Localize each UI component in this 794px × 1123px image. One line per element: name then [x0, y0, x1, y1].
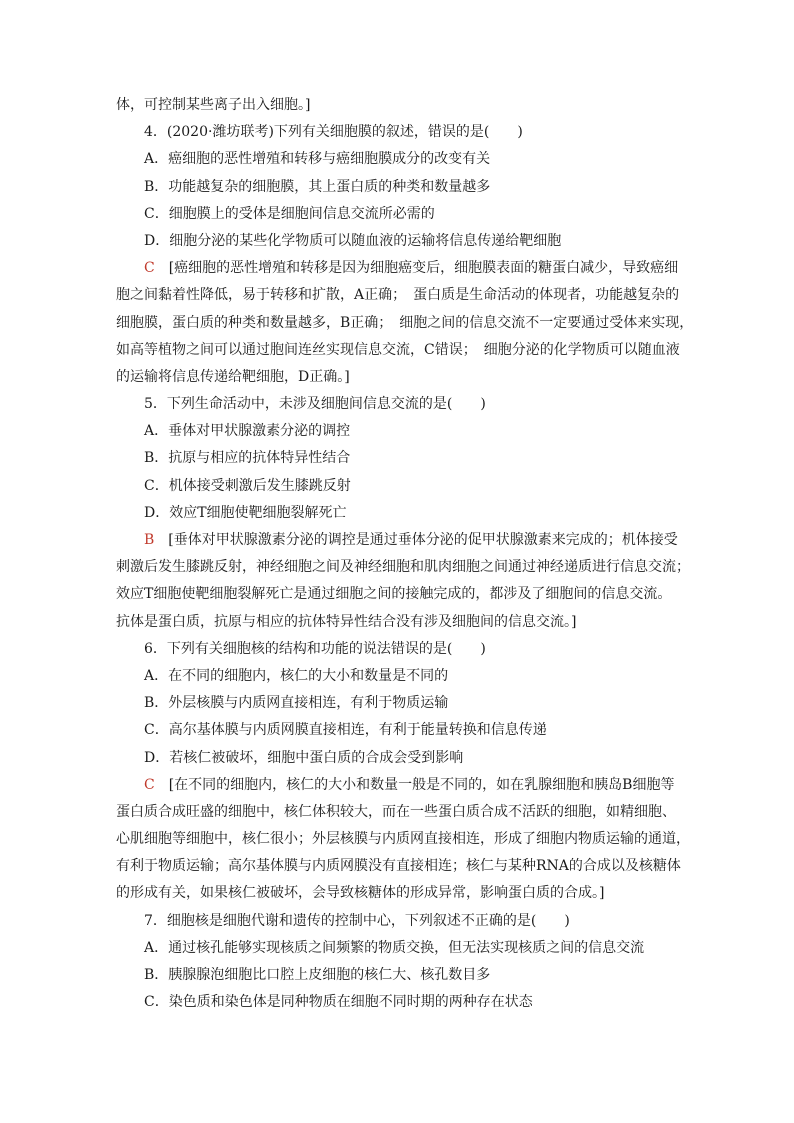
- q4-option-d: D．细胞分泌的某些化学物质可以随血液的运输将信息传递给靶细胞: [144, 232, 562, 249]
- q4-explanation-line: 的运输将信息传递给靶细胞，D正确。]: [116, 368, 350, 385]
- q6-explanation-line: 蛋白质合成旺盛的细胞中，核仁体积较大，而在一些蛋白质合成不活跃的细胞，如精细胞、: [116, 803, 676, 820]
- q6-explanation-line: 心肌细胞等细胞中，核仁很小；外层核膜与内质网直接相连，形成了细胞内物质运输的通道，: [116, 831, 690, 848]
- q5-answer: B: [144, 532, 155, 548]
- q4-explanation-line: 如高等植物之间可以通过胞间连丝实现信息交流，C错误； 细胞分泌的化学物质可以随血液: [116, 341, 680, 358]
- q7-option-b: B．胰腺腺泡细胞比口腔上皮细胞的核仁大、核孔数目多: [144, 967, 491, 983]
- q4-answer: C: [144, 260, 155, 277]
- q5-explanation-text: [垂体对甲状腺激素分泌的调控是通过垂体分泌的促甲状腺激素来完成的；机体接受: [168, 532, 678, 548]
- q5-explanation-line: 抗体是蛋白质，抗原与相应的抗体特异性结合没有涉及细胞间的信息交流。]: [116, 613, 577, 630]
- q5-option-d: D．效应T细胞使靶细胞裂解死亡: [144, 504, 347, 521]
- q5-stem: 5．下列生命活动中，未涉及细胞间信息交流的是( ): [144, 396, 486, 413]
- q5-option-b: B．抗原与相应的抗体特异性结合: [144, 450, 351, 467]
- document-content: [116, 92, 694, 1016]
- q7-stem: 7．细胞核是细胞代谢和遗传的控制中心，下列叙述不正确的是( ): [144, 912, 570, 929]
- q6-explanation-text: [在不同的细胞内，核仁的大小和数量一般是不同的，如在乳腺细胞和胰岛B细胞等: [168, 776, 675, 793]
- q5-explanation-line: 刺激后发生膝跳反射，神经细胞之间及神经细胞和肌肉细胞之间通过神经递质进行信息交流；: [116, 559, 690, 576]
- q6-stem: 6．下列有关细胞核的结构和功能的说法错误的是( ): [144, 640, 486, 657]
- q7-option-c: C．染色质和染色体是同种物质在细胞不同时期的两种存在状态: [144, 994, 533, 1011]
- q6-explanation-line: 的形成有关，如果核仁被破坏，会导致核糖体的形成异常，影响蛋白质的合成。]: [116, 885, 605, 902]
- q7-option-a: A．通过核孔能够实现核质之间频繁的物质交换，但无法实现核质之间的信息交流: [144, 939, 645, 956]
- q5-option-a: A．垂体对甲状腺激素分泌的调控: [144, 423, 351, 440]
- q6-option-d: D．若核仁被破坏，细胞中蛋白质的合成会受到影响: [144, 749, 464, 766]
- q4-explanation-text: [癌细胞的恶性增殖和转移是因为细胞癌变后，细胞膜表面的糖蛋白减少，导致癌细: [168, 260, 679, 277]
- q6-option-c: C．高尔基体膜与内质网膜直接相连，有利于能量转换和信息传递: [144, 722, 547, 739]
- q4-option-b: B．功能越复杂的细胞膜，其上蛋白质的种类和数量越多: [144, 178, 491, 195]
- q4-option-a: A．癌细胞的恶性增殖和转移与癌细胞膜成分的改变有关: [144, 151, 491, 168]
- q6-explanation-line: 有利于物质运输；高尔基体膜与内质网膜没有直接相连；核仁与某种RNA的合成以及核糖体: [116, 858, 681, 875]
- q4-explanation-line: [116, 255, 688, 282]
- q6-answer: C: [144, 776, 155, 793]
- q5-explanation-line: 效应T细胞使靶细胞裂解死亡是通过细胞之间的接触完成的，都涉及了细胞间的信息交流。: [116, 586, 672, 603]
- q4-option-c: C．细胞膜上的受体是细胞间信息交流所必需的: [144, 205, 435, 222]
- q6-explanation-line: [116, 772, 688, 799]
- q5-explanation-line: [116, 527, 688, 554]
- q3-explanation-tail: 体，可控制某些离子出入细胞。]: [116, 97, 311, 113]
- q4-explanation-line: 胞之间黏着性降低，易于转移和扩散，A正确； 蛋白质是生命活动的体现者，功能越复杂的: [116, 287, 680, 304]
- q4-stem: 4．(2020·潍坊联考)下列有关细胞膜的叙述，错误的是( ): [144, 124, 523, 141]
- q4-explanation-line: 细胞膜，蛋白质的种类和数量越多，B正确； 细胞之间的信息交流不一定要通过受体来实现，: [116, 314, 694, 331]
- q6-option-a: A．在不同的细胞内，核仁的大小和数量是不同的: [144, 667, 449, 684]
- q6-option-b: B．外层核膜与内质网直接相连，有利于物质运输: [144, 695, 449, 712]
- q5-option-c: C．机体接受刺激后发生膝跳反射: [144, 477, 351, 494]
